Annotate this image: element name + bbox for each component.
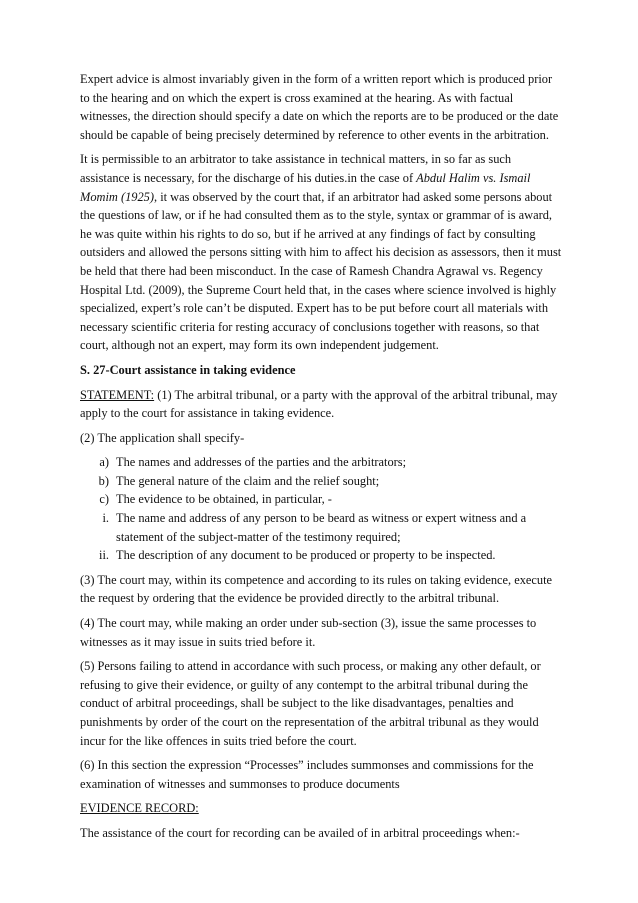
list-item-text: The evidence to be obtained, in particular, - (116, 492, 332, 507)
list-item (80, 453, 562, 472)
list-item (80, 472, 562, 491)
list-marker: i. (102, 511, 109, 526)
list-item-text: The description of any document to be produced or property to be inspected. (116, 548, 496, 563)
text-run: , it was observed by the court that, if an arbitrator had asked some persons about the questions of law, or if he had consulted them as to the style, syntax or grammar of is award, he was quite within his rights to do so, but if he arrived at any findings of fact by consulting outsiders and allowed the persons sitting with him to affect his decision as assessors, then it must be held that there had been misconduct. In the case of Ramesh Chandra Agrawal vs. Regency Hospital Ltd. (2009), the Supreme Court held that, in the cases where science involved is highly specialized, expert’s role can’t be disputed. Expert has to be put before court all materials with necessary scientific criteria for resting accuracy of conclusions together with reasons, so that court, although not an expert, may form its own independent judgement. (80, 189, 562, 353)
list-item (80, 546, 562, 565)
paragraph-4: (4) The court may, while making an order under sub-section (3), issue the same processes to witnesses as it may issue in suits tried before it. (80, 616, 537, 649)
statement-text: (1) The arbitral tribunal, or a party with the approval of the arbitral tribunal, may apply to the court for assistance in taking evidence. (80, 387, 558, 421)
document-page (80, 70, 562, 849)
text-run: It is permissible to an arbitrator to take assistance in technical matters, in so far as such assistance is necessary, for the discharge of his duties.in the case of (80, 152, 512, 185)
case-citation: Abdul Halim vs. Ismail Momim (1925) (80, 170, 531, 204)
paragraph-3: (3) The court may, within its competence and according to its rules on taking evidence, execute the request by ordering that the evidence be provided directly to the arbitral tribunal. (80, 572, 553, 606)
paragraph-expert-advice: Expert advice is almost invariably given in the form of a written report which is produced prior to the hearing and on which the expert is cross examined at the hearing. As with factual witnesses, the direction should specify a date on which the reports are to be produced or the date should be capable of being precisely determined by reference to other events in the arbitration. (80, 72, 559, 142)
paragraph-statement (80, 386, 562, 423)
evidence-record-heading: EVIDENCE RECORD: (80, 801, 199, 816)
section-heading: S. 27-Court assistance in taking evidence (80, 362, 296, 377)
list-marker: c) (99, 492, 109, 507)
list-item (80, 490, 562, 509)
list-item (80, 509, 562, 546)
paragraph-6: (6) In this section the expression “Processes” includes summonses and commissions for the examination of witnesses and summonses to produce documents (80, 758, 534, 791)
paragraph-5: (5) Persons failing to attend in accordance with such process, or making any other default, or refusing to give their evidence, or guilty of any contempt to the arbitral tribunal during the conduct of arbitral proceedings, shall be subject to the like disadvantages, penalties and punishments by order of the court on the representation of the arbitral tribunal as they would incur for the like offences in suits tried before the court. (80, 659, 541, 748)
application-list (80, 453, 562, 565)
list-item-text: The general nature of the claim and the relief sought; (116, 473, 380, 488)
statement-label: STATEMENT: (80, 387, 155, 402)
list-marker: ii. (99, 548, 109, 563)
list-marker: a) (99, 455, 109, 470)
paragraph-application: (2) The application shall specify- (80, 430, 245, 445)
paragraph-evidence-record: The assistance of the court for recording can be availed of in arbitral proceedings when:- (80, 825, 520, 840)
list-item-text: The name and address of any person to be beard as witness or expert witness and a statement of the subject-matter of the testimony required; (116, 511, 527, 544)
list-item-text: The names and addresses of the parties and the arbitrators; (116, 455, 407, 470)
paragraph-arbitrator-assistance (80, 150, 562, 355)
list-marker: b) (98, 473, 109, 488)
